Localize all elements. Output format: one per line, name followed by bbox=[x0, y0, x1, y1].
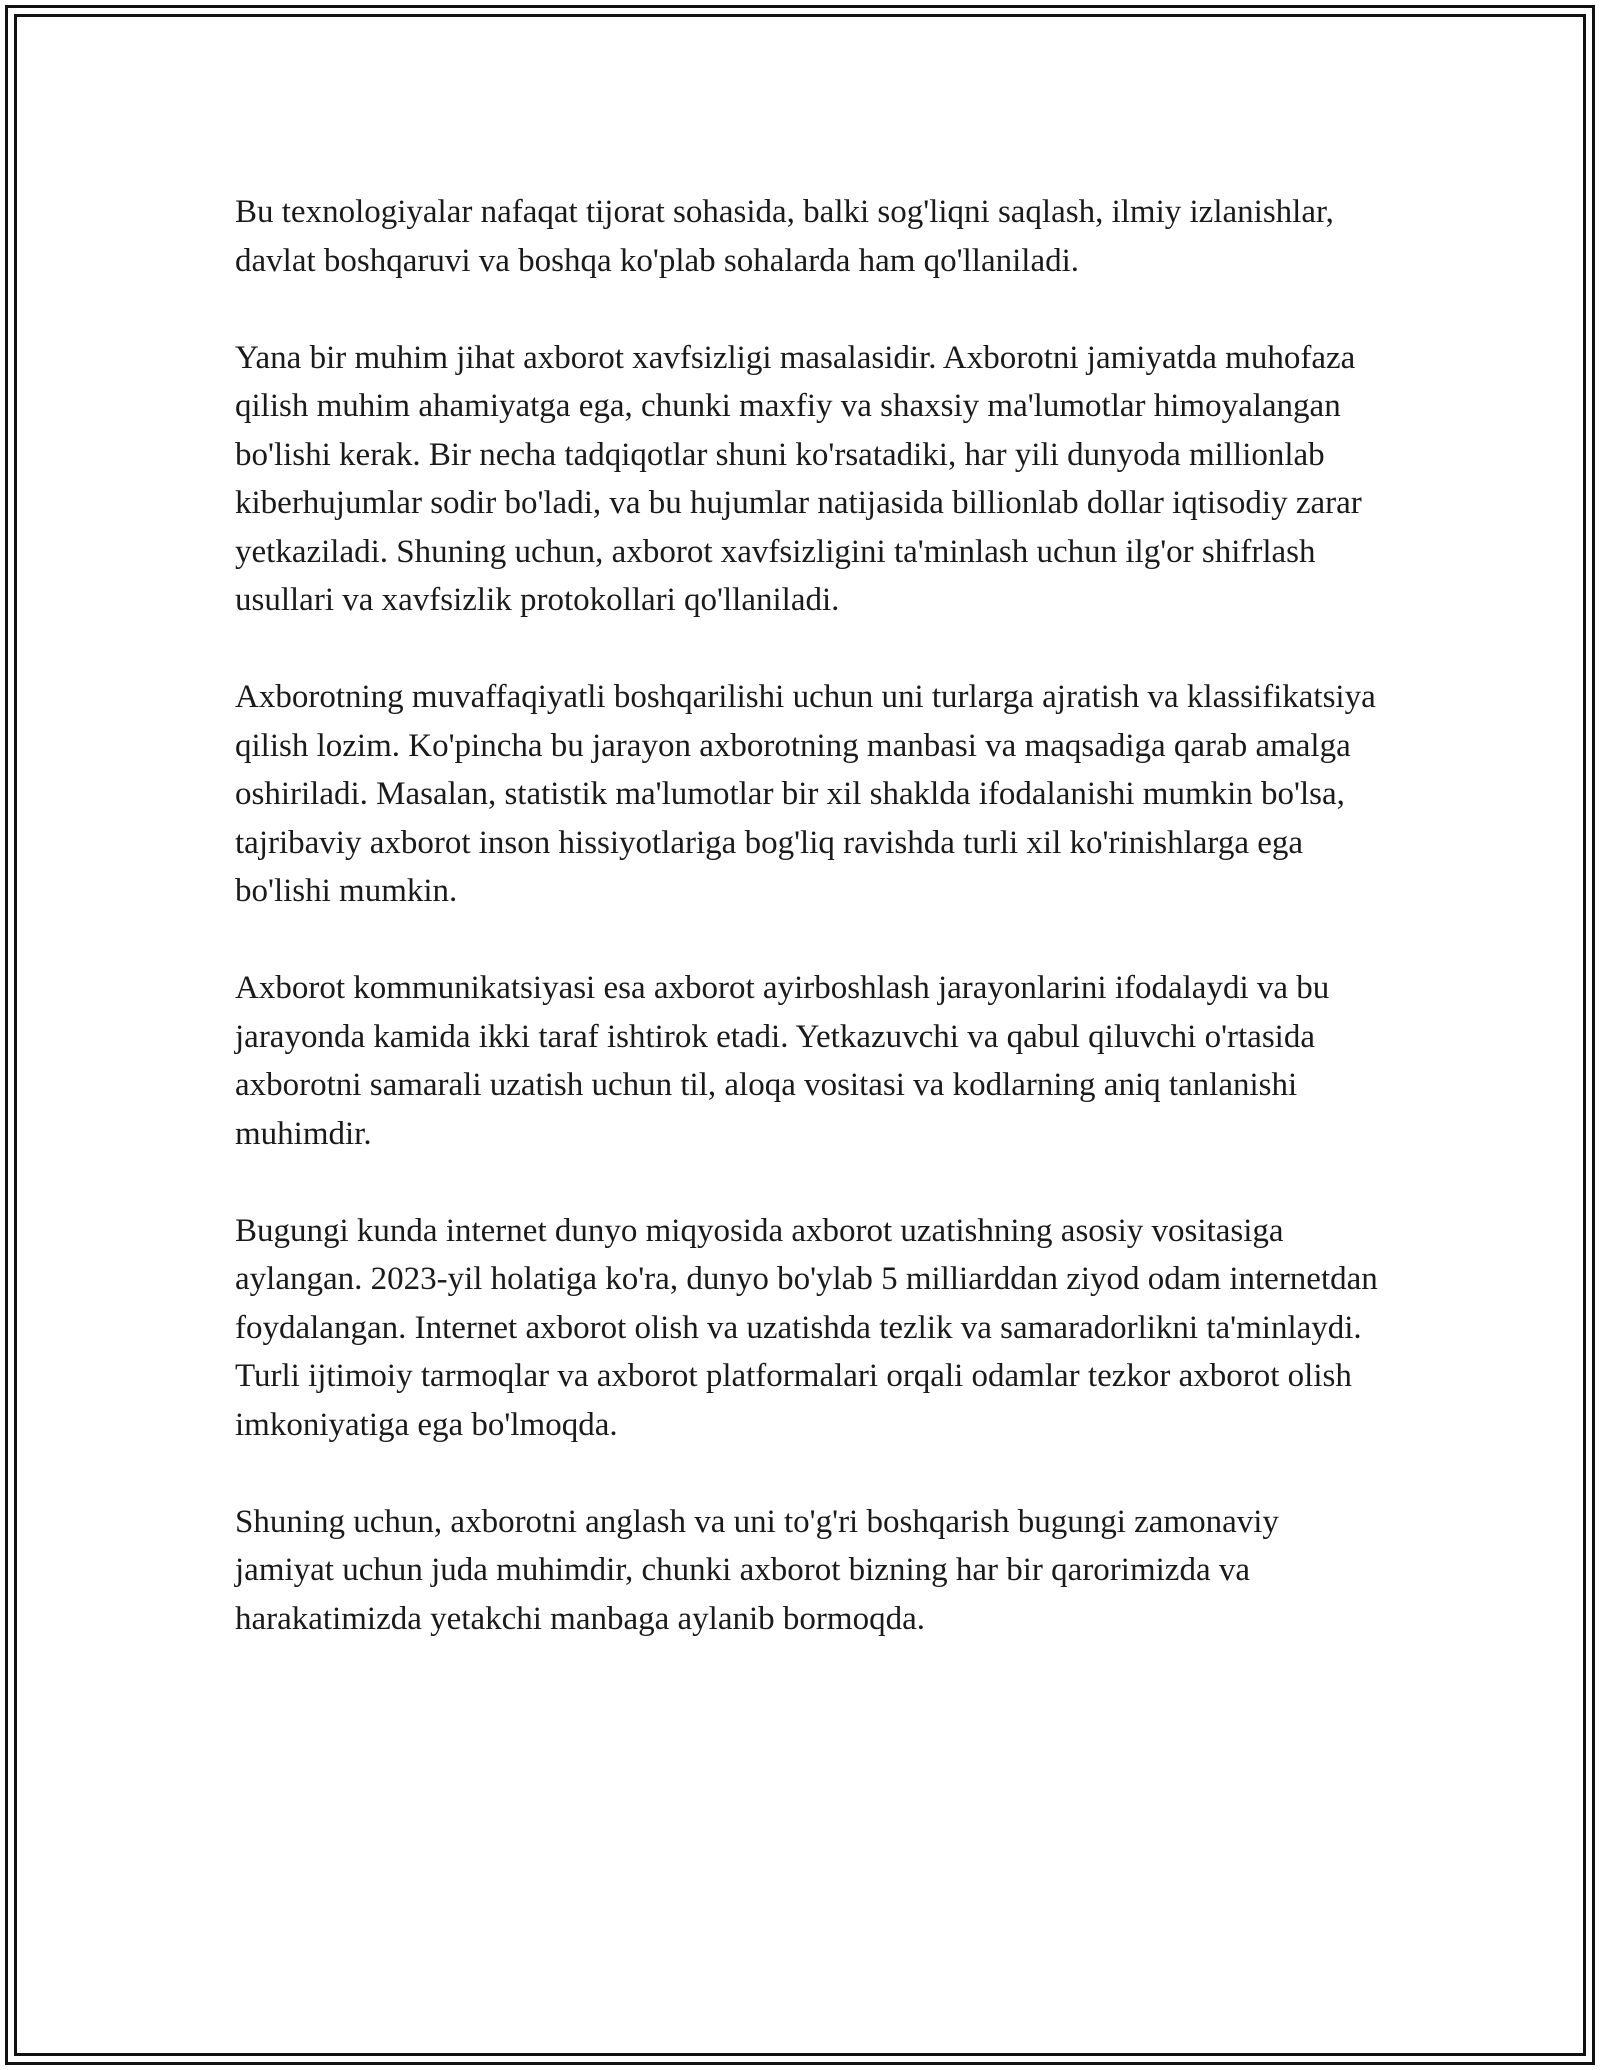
paragraph-2: Yana bir muhim jihat axborot xavfsizligi masalasidir. Axborotni jamiyatda muhofaza qilish muhim ahamiyatga ega, chunki maxfiy va shaxsiy ma'lumotlar himoyalangan bo'lishi kerak. Bir necha tadqiqotlar shuni ko'rsatadiki, har yili dunyoda millionlab kiberhujumlar sodir bo'ladi, va bu hujumlar natijasida billionlab dollar iqtisodiy zarar yetkaziladi. Shuning uchun, axborot xavfsizligini ta'minlash uchun ilg'or shifrlash usullari va xavfsizlik protokollari qo'llaniladi. bbox=[235, 339, 1362, 618]
paragraph-5: Bugungi kunda internet dunyo miqyosida axborot uzatishning asosiy vositasiga aylangan. 2023-yil holatiga ko'ra, dunyo bo'ylab 5 milliarddan ziyod odam internetdan foydalangan. Internet axborot olish va uzatishda tezlik va samaradorlikni ta'minlaydi. Turli ijtimoiy tarmoqlar va axborot platformalari orqali odamlar tezkor axborot olish imkoniyatiga ega bo'lmoqda. bbox=[235, 1212, 1378, 1443]
paragraph-3: Axborotning muvaffaqiyatli boshqarilishi uchun uni turlarga ajratish va klassifikatsiya qilish lozim. Ko'pincha bu jarayon axborotning manbasi va maqsadiga qarab amalga oshiriladi. Masalan, statistik ma'lumotlar bir xil shaklda ifodalanishi mumkin bo'lsa, tajribaviy axborot inson hissiyotlariga bog'liq ravishda turli xil ko'rinishlarga ega bo'lishi mumkin. bbox=[235, 679, 1376, 909]
paragraph-6: Shuning uchun, axborotni anglash va uni to'g'ri boshqarish bugungi zamonaviy jamiyat uchun juda muhimdir, chunki axborot bizning har bir qarorimizda va harakatimizda yetakchi manbaga aylanib bormoqda. bbox=[235, 1503, 1279, 1637]
document-body bbox=[235, 188, 1380, 1692]
paragraph-4: Axborot kommunikatsiyasi esa axborot ayirboshlash jarayonlarini ifodalaydi va bu jarayonda kamida ikki taraf ishtirok etadi. Yetkazuvchi va qabul qiluvchi o'rtasida axborotni samarali uzatish uchun til, aloqa vositasi va kodlarning aniq tanlanishi muhimdir. bbox=[235, 970, 1330, 1152]
paragraph-1: Bu texnologiyalar nafaqat tijorat sohasida, balki sog'liqni saqlash, ilmiy izlanishlar, davlat boshqaruvi va boshqa ko'plab sohalarda ham qo'llaniladi. bbox=[235, 194, 1334, 279]
